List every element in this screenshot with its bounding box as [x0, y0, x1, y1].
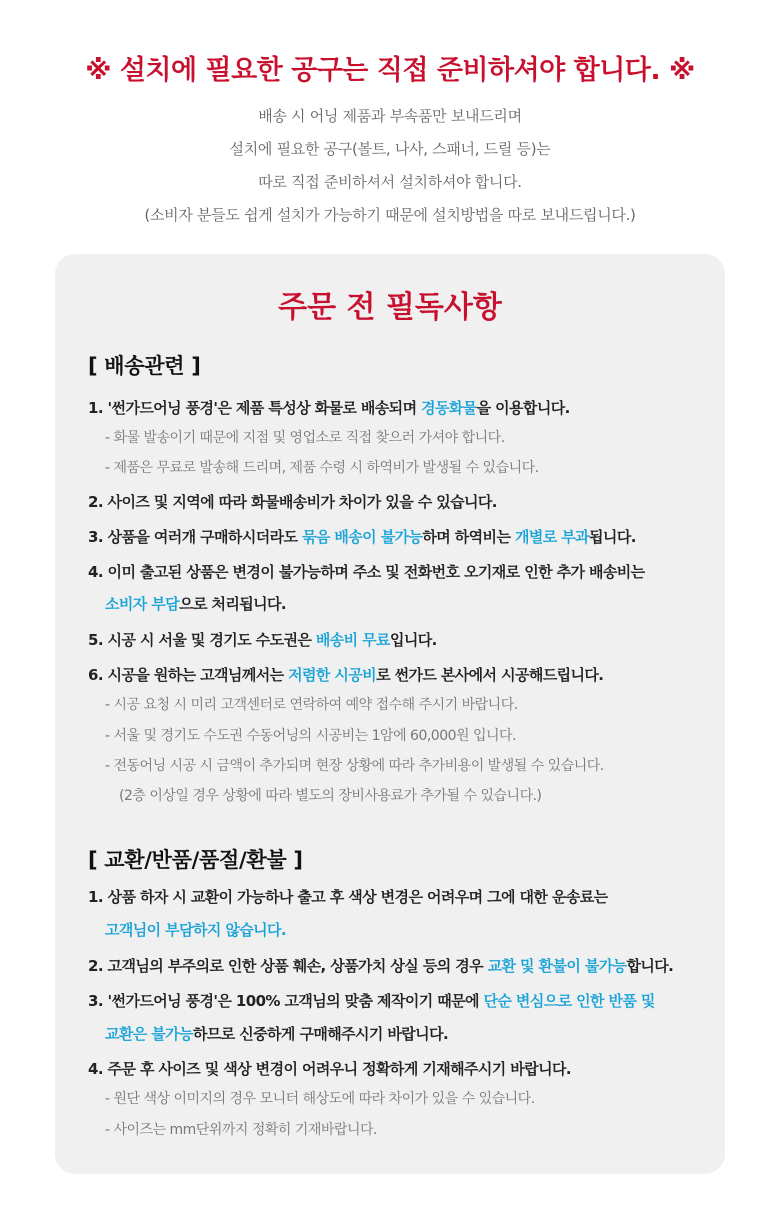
text-segment: 3. 상품을 여러개 구매하시더라도	[88, 528, 302, 546]
exchange-item-4-note-1: - 원단 색상 이미지의 경우 모니터 해상도에 따라 차이가 있을 수 있습니다.	[105, 1091, 535, 1107]
text-segment: 합니다.	[626, 957, 674, 975]
notice-line: (소비자 분들도 쉽게 설치가 가능하기 때문에 설치방법을 따로 보내드립니다.)	[144, 206, 636, 224]
shipping-section-heading: [ 배송관련 ]	[88, 354, 201, 378]
highlight-text: 경동화물	[421, 399, 477, 417]
must-read-panel	[55, 254, 725, 1174]
shipping-item-1	[88, 397, 570, 418]
shipping-item-5	[88, 629, 437, 650]
text-segment: 1. '썬가드어닝 풍경'은 제품 특성상 화물로 배송되며	[88, 399, 422, 417]
shipping-item-1-note-1: - 화물 발송이기 때문에 지점 및 영업소로 직접 찾으러 가셔야 합니다.	[105, 430, 505, 446]
highlight-text: 교환은 불가능	[105, 1025, 193, 1043]
exchange-item-3-cont	[105, 1023, 448, 1044]
exchange-item-2	[88, 955, 673, 976]
text-segment: 하므로 신중하게 구매해주시기 바랍니다.	[192, 1025, 449, 1043]
must-read-title: 주문 전 필독사항	[278, 290, 502, 325]
exchange-item-4: 4. 주문 후 사이즈 및 색상 변경이 어려우니 정확하게 기재해주시기 바랍니다.	[88, 1060, 571, 1078]
tools-notice-body	[0, 100, 780, 232]
shipping-item-6-note-2: - 서울 및 경기도 수도권 수동어닝의 시공비는 1암에 60,000원 입니다.	[105, 728, 517, 744]
highlight-text: 소비자 부담	[105, 595, 180, 613]
text-segment: 로 썬가드 본사에서 시공해드립니다.	[376, 666, 604, 684]
exchange-item-1-cont	[105, 919, 286, 940]
text-segment: 3. '썬가드어닝 풍경'은 100% 고객님의 맞춤 제작이기 때문에	[88, 992, 484, 1010]
shipping-item-2: 2. 사이즈 및 지역에 따라 화물배송비가 차이가 있을 수 있습니다.	[88, 493, 497, 511]
exchange-item-1: 1. 상품 하자 시 교환이 가능하나 출고 후 색상 변경은 어려우며 그에 대한 운송료는	[88, 888, 608, 906]
highlight-text: 묶음 배송이 불가능	[302, 528, 423, 546]
shipping-item-4-cont	[105, 593, 286, 614]
highlight-text: 고객님이 부담하지 않습니다.	[105, 921, 287, 939]
notice-line: 배송 시 어닝 제품과 부속품만 보내드리며	[258, 107, 522, 125]
highlight-text: 교환 및 환불이 불가능	[487, 957, 627, 975]
text-segment: 으로 처리됩니다.	[179, 595, 287, 613]
exchange-item-3	[88, 990, 655, 1011]
shipping-item-1-note-2: - 제품은 무료로 발송해 드리며, 제품 수령 시 하역비가 발생될 수 있습니다.	[105, 460, 539, 476]
text-segment: 을 이용합니다.	[476, 399, 570, 417]
highlight-text: 단순 변심으로 인한 반품 및	[483, 992, 655, 1010]
tools-notice-title: ※ 설치에 필요한 공구는 직접 준비하셔야 합니다. ※	[85, 55, 695, 86]
highlight-text: 저렴한 시공비	[288, 666, 377, 684]
shipping-item-6-note-1: - 시공 요청 시 미리 고객센터로 연락하여 예약 접수해 주시기 바랍니다.	[105, 697, 518, 713]
text-segment: 됩니다.	[589, 528, 636, 546]
text-segment: 2. 고객님의 부주의로 인한 상품 훼손, 상품가치 상실 등의 경우	[88, 957, 488, 975]
text-segment: 5. 시공 시 서울 및 경기도 수도권은	[88, 631, 316, 649]
notice-line: 따로 직접 준비하셔서 설치하셔야 합니다.	[258, 173, 522, 191]
shipping-item-6-note-4: (2층 이상일 경우 상황에 따라 별도의 장비사용료가 추가될 수 있습니다.)	[119, 788, 542, 804]
text-segment: 입니다.	[389, 631, 437, 649]
notice-line: 설치에 필요한 공구(볼트, 나사, 스패너, 드릴 등)는	[229, 140, 551, 158]
text-segment: 하며 하역비는	[422, 528, 515, 546]
shipping-item-6-note-3: - 전동어닝 시공 시 금액이 추가되며 현장 상황에 따라 추가비용이 발생될 수 있습니다.	[105, 758, 604, 774]
shipping-item-6	[88, 664, 603, 685]
highlight-text: 배송비 무료	[315, 631, 390, 649]
text-segment: 6. 시공을 원하는 고객님께서는	[88, 666, 289, 684]
exchange-item-4-note-2: - 사이즈는 mm단위까지 정확히 기재바랍니다.	[105, 1122, 377, 1138]
highlight-text: 개별로 부과	[514, 528, 590, 546]
shipping-item-3	[88, 526, 636, 547]
shipping-item-4: 4. 이미 출고된 상품은 변경이 불가능하며 주소 및 전화번호 오기재로 인한 추가 배송비는	[88, 563, 645, 581]
exchange-section-heading: [ 교환/반품/품절/환불 ]	[88, 848, 303, 872]
